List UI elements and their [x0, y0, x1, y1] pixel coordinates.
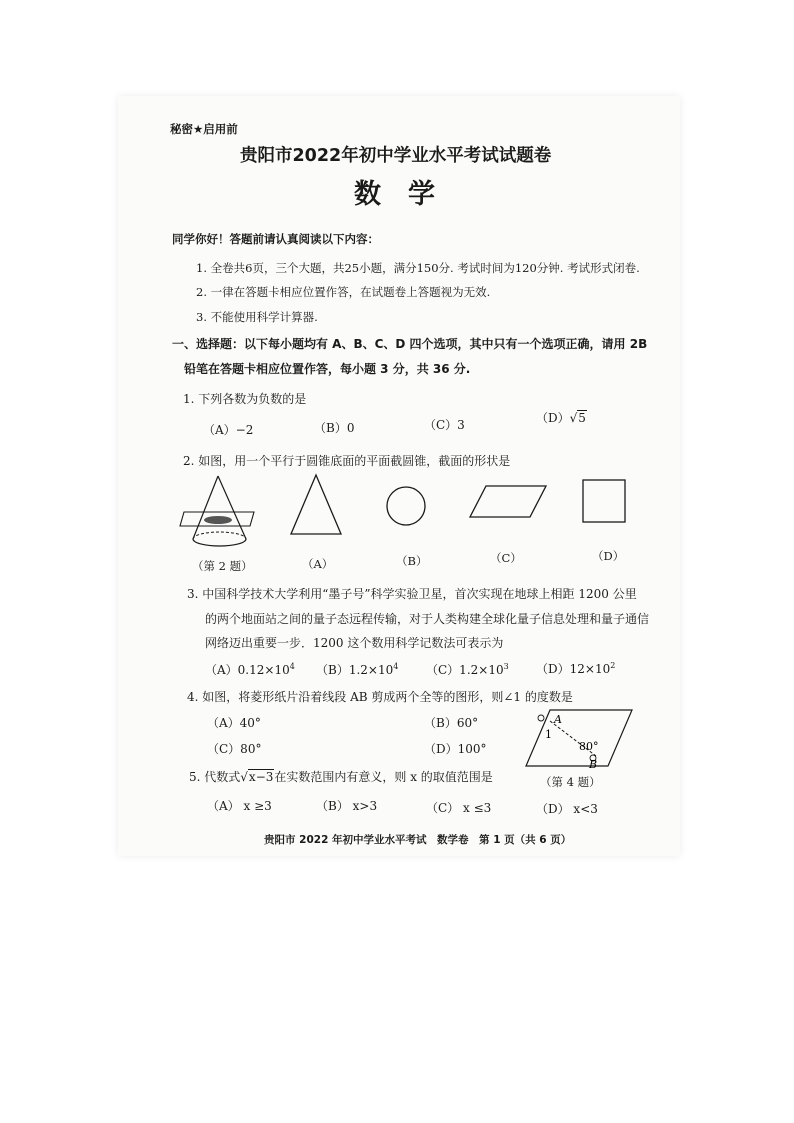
q5-option-c: （C） x ≤3 [426, 801, 492, 815]
exam-title: 贵阳市2022年初中学业水平考试试题卷 [240, 146, 552, 166]
q4-option-b: （B）60° [424, 716, 479, 730]
square-shape [580, 477, 628, 525]
rhombus-figure [516, 706, 638, 770]
secret-label: 秘密★启用前 [170, 122, 238, 136]
q1-option-d: （D）√5 [536, 411, 586, 425]
q3-stem-line3: 网络迈出重要一步．1200 这个数用科学记数法可表示为 [205, 636, 504, 650]
q3-option-a: $(A)0.12\times 10^4$ [205, 662, 295, 677]
label-80-degrees: 80° [579, 740, 599, 753]
q5-option-b: （B） x>3 [316, 799, 378, 813]
q4-stem: 4. 如图，将菱形纸片沿着线段 AB 剪成两个全等的图形，则∠1 的度数是 [187, 690, 573, 704]
label-a: A [554, 713, 562, 726]
q1-d-radicand: 5 [578, 411, 586, 425]
q3-option-b: $(B)1.2\times 10^4$ [316, 662, 399, 677]
q3-option-c: $(C)1.2\times 10^3$ [426, 662, 509, 677]
q3-option-d: $(D)12\times 10^2$ [536, 661, 616, 676]
q2-option-c: （C） [490, 551, 522, 565]
q3-stem-line2: 的两个地面站之间的量子态远程传输，对于人类构建全球化量子信息处理和量子通信 [205, 612, 650, 626]
cone-cut-figure [178, 472, 258, 558]
label-b: B [589, 758, 598, 770]
q5-stem: 5. 代数式√x−3在实数范围内有意义，则 x 的取值范围是 [189, 770, 493, 784]
notice-greeting: 同学你好！答题前请认真阅读以下内容： [172, 232, 379, 246]
section-heading-line2: 铅笔在答题卡相应位置作答，每小题 3 分，共 36 分. [184, 362, 471, 376]
q5-option-a: （A） x ≥3 [207, 799, 272, 813]
q4-option-d: （D）100° [424, 742, 487, 756]
section-heading-line1: 一、选择题：以下每小题均有 A、B、C、D 四个选项，其中只有一个选项正确，请用 2B [172, 337, 648, 351]
q1-option-a: （A）−2 [203, 423, 254, 437]
triangle-shape [288, 472, 344, 538]
q4-option-a: （A）40° [207, 716, 261, 730]
notice-item-2: 2. 一律在答题卡相应位置作答，在试题卷上答题视为无效. [196, 285, 491, 299]
notice-item-1: 1. 全卷共6页，三个大题，共25小题，满分150分. 考试时间为120分钟. 考试形式闭卷. [196, 261, 640, 275]
q1-option-c: （C）3 [424, 418, 465, 432]
q2-figure-caption: （第 2 题） [192, 559, 253, 573]
q4-figure-caption: （第 4 题） [540, 775, 601, 789]
parallelogram-shape [468, 484, 548, 520]
circle-shape [384, 484, 428, 528]
q2-option-b: （B） [396, 554, 428, 568]
q3-stem-line1: 3. 中国科学技术大学利用“墨子号”科学实验卫星，首次实现在地球上相距 1200 公里 [187, 587, 637, 601]
q5-option-d: （D） x<3 [536, 802, 598, 816]
page-footer: 贵阳市 2022 年初中学业水平考试 数学卷 第 1 页（共 6 页） [264, 834, 572, 846]
subject-title: 数 学 [354, 179, 435, 210]
q1-stem: 1. 下列各数为负数的是 [183, 392, 307, 406]
q5-radicand: x−3 [248, 770, 274, 784]
q2-option-a: （A） [302, 557, 334, 571]
q4-option-c: （C）80° [207, 742, 262, 756]
q1-option-b: （B）0 [314, 421, 355, 435]
q2-option-d: （D） [592, 549, 625, 563]
q2-stem: 2. 如图，用一个平行于圆锥底面的平面截圆锥，截面的形状是 [183, 454, 511, 468]
notice-item-3: 3. 不能使用科学计算器. [196, 310, 318, 324]
label-angle-1: 1 [545, 728, 552, 741]
